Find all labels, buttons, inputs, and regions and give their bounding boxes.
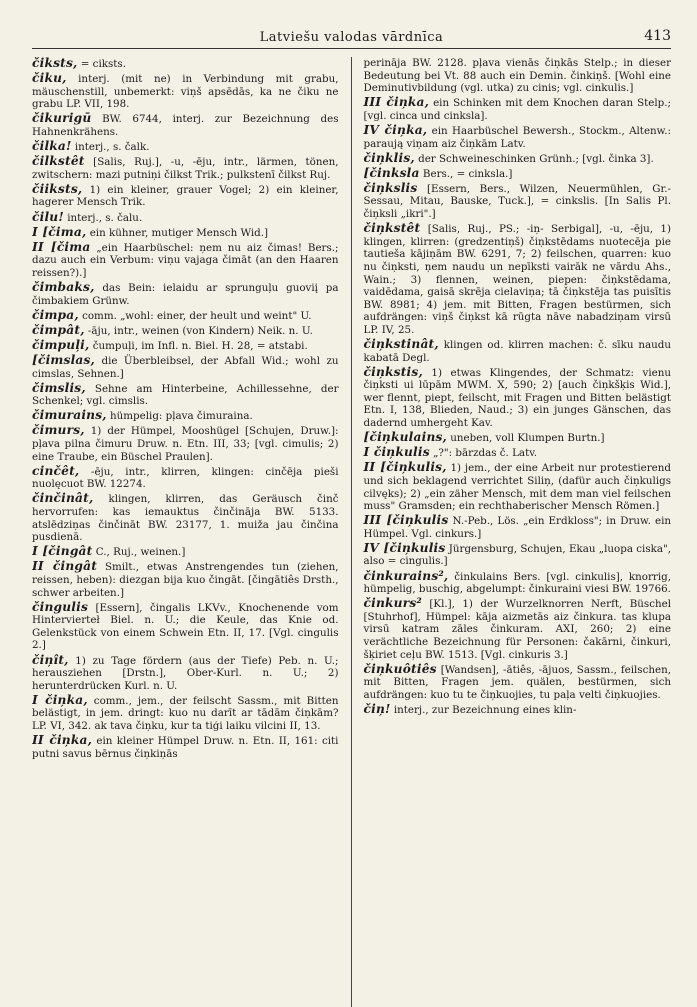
dictionary-entry	[364, 542, 672, 568]
headword: čilka!	[32, 139, 72, 154]
headword: čiksts,	[32, 57, 78, 70]
entry-definition: uneben, voll Klumpen Burtn.]	[450, 432, 605, 445]
entry-definition: [Kl.], 1) der Wurzelknorren Nerft, Büschel [Stuhrhof], Hümpel: kāja aizmetās aiz činkura. tas klupa virsū katram zāles činkuram. AXI, 260; 2) eine verächtliche Bezeichnung für Personen: čakārni, činkuri, šķiriet ceļu BW. 1513. [Vgl. cinkuris 3.]	[363, 598, 671, 661]
headword: čimurs,	[32, 423, 85, 438]
headword: [čiņkulains,	[363, 430, 448, 445]
entry-definition: 1) jem., der eine Arbeit nur protestierend und sich beklagend verrichtet Siliņ, (dafür auch čiņkuligs cilvęks); 2) „ein zäher Mensch, mit dem man viel feilschen muss" Gramsden; ein rechthaberischer Mensch Römen.]	[363, 462, 671, 513]
dictionary-entry	[32, 424, 339, 463]
dictionary-entry	[32, 112, 339, 138]
entry-definition: 1) zu Tage fördern (aus der Tiefe) Peb. n. U.; herausziehen [Drstn.], Ober-Kurl. n. U.; 2) herunterdrücken Kurl. n. U.	[32, 654, 339, 692]
headword: čiņ!	[363, 702, 391, 716]
entry-definition: interj., s. čalk.	[74, 141, 150, 154]
dictionary-entry	[32, 155, 339, 181]
headword: čiņkstinât,	[363, 336, 439, 351]
entry-definition: ein Schinken mit dem Knochen daran Stelp.; [vgl. cinca und cinksla].	[363, 97, 671, 122]
entry-definition: = ciksts.	[80, 58, 126, 70]
dictionary-entry	[364, 57, 672, 95]
dictionary-entry	[32, 226, 339, 240]
entry-definition: [Salis, Ruj.], -u, -ēju, intr., lärmen, tönen, zwitschern: mazi putniņi čilkst Trik.; pulkstenī čilkst Ruj.	[32, 156, 339, 181]
headword: čikurigū	[32, 111, 92, 126]
entry-definition: das Bein: ielaidu ar sprunguļu guoviį pa čimbakiem Grünw.	[32, 282, 339, 307]
entry-definition: [Wandsen], -ātiês, -ājuos, Sassm., feilschen, mit Bitten, Fragen jem. quälen, bestürmen, sich aufdrängen: kuo tu te čiņkuojies, tu paļa velti čiņkuojies.	[363, 663, 671, 701]
headword: I čiņka,	[32, 692, 88, 707]
headword: čiiksts,	[32, 181, 83, 196]
entry-definition: -ēju, intr., klirren, klingen: cinčēja pieši nuolęcuot BW. 12274.	[32, 465, 339, 491]
headword: čiņklis,	[363, 150, 415, 165]
headword: činčinât,	[32, 491, 94, 506]
dictionary-entry	[32, 183, 339, 209]
entry-definition: „?": bārzdas č. Latv.	[433, 447, 538, 460]
dictionary-entry	[32, 601, 339, 652]
dictionary-entry	[32, 465, 339, 491]
headword: IV [čiņkulis	[363, 540, 446, 555]
dictionary-entry	[364, 703, 672, 717]
dictionary-entry	[32, 382, 339, 408]
headword: činkurs²	[363, 596, 422, 611]
dictionary-entry	[32, 281, 339, 307]
dictionary-entry	[364, 167, 672, 181]
dictionary-entry	[364, 446, 672, 460]
entry-definition: klingen od. klirren machen: č. sīku naudu kabatā Degl.	[363, 338, 671, 364]
entry-definition: comm., jem., der feilscht Sassm., mit Bitten belästigt, in jem. dringt: kuo nu darīt ar tādām čiņkām? LP. VI, 342. ak tava čiņku, kur ta tiģi laiku vilcini II, 13.	[32, 694, 339, 732]
running-title: Latviešu valodas vārdnīca	[259, 30, 444, 45]
dictionary-entry	[364, 182, 672, 221]
headword: čiņkstis,	[363, 364, 423, 379]
dictionary-entry	[32, 560, 339, 599]
dictionary-entry	[32, 734, 339, 760]
dictionary-entry	[32, 309, 339, 323]
entry-definition: interj., zur Bezeichnung eines klin-	[393, 704, 577, 716]
headword: cinčêt,	[32, 463, 80, 478]
dictionary-entry	[32, 654, 339, 693]
dictionary-entry	[364, 152, 672, 166]
headword: I čiņkulis	[363, 445, 430, 460]
dictionary-entry	[32, 339, 339, 353]
right-column	[352, 57, 672, 1007]
dictionary-entry	[364, 461, 672, 512]
headword: čingulis	[32, 599, 89, 614]
entry-definition: 1) etwas Klingendes, der Schmatz: vienu čiņksti ui lūpām MWM. X, 590; 2) [auch čiņkšķis Wid.], wer flennt, piept, feilscht, mit Fragen und Bitten belästigt Etn. I, 138, Blieden, Naud.; 3) ein junges Gänschen, das dadernd umhergeht Kav.	[363, 366, 671, 430]
dictionary-entry	[364, 570, 672, 596]
dictionary-entry	[364, 431, 672, 445]
dictionary-entry	[364, 124, 672, 150]
headword: čiņît,	[32, 652, 69, 667]
entry-definition: der Schweineschinken Grünh.; [vgl. činka 3].	[418, 152, 654, 165]
dictionary-entry	[364, 366, 672, 430]
entry-definition: [Salis, Ruj., PS.; -iņ- Serbigal], -u, -ēju, 1) klingen, klirren: (gredzentiņš) čiņkstēdams nuotecēja pie tautieša kājiņām BW. 6291, 7; 2) feilschen, quarren: kuo nu čiņksti, ņem naudu un nepīksti vairāk ne vārdu Ahs., Wain.; 3) flennen, weinen, piepen: čiņkstēdama, vaidēdama, gaisā skrēja cielaviņa; tā čiņkstēja tas puisītis BW. 8981; 4) jem. mit Bitten, Fragen bestürmen, sich aufdrängen: viņš čiņkst kā rūgta nāve nabadziņam virsū LP. IV, 25.	[363, 223, 671, 336]
entry-definition: „ein Haarbüschel: ņem nu aiz čimas! Bers.; dazu auch ein Verbum: viņu vajaga čimāt (an den Haaren reissen?).]	[32, 241, 339, 279]
headword: III čiņka,	[363, 95, 430, 110]
headword: II čingât	[32, 559, 98, 574]
headword: II [čiņkulis,	[363, 460, 447, 475]
dictionary-entry	[32, 211, 339, 225]
headword: I [čima,	[32, 224, 87, 239]
entry-definition: interj., s. čalu.	[67, 211, 143, 224]
entry-definition: interj. (mit ne) in Verbindung mit grabu, mäuschenstill, unbemerkt: viņš apsēdās, ka ne čiku ne grabu LP. VII, 198.	[32, 73, 339, 111]
headword: čiku,	[32, 71, 67, 86]
headword: III [čiņkulis	[363, 513, 449, 528]
dictionary-entry	[32, 72, 339, 111]
headword: čiņkuôtiês	[363, 661, 437, 676]
entry-definition: Jürgensburg, Schujen, Ekau „luopa ciska", also = cingulis.]	[363, 542, 671, 568]
entry-definition: BW. 6744, interj. zur Bezeichnung des Hahnenkrähens.	[32, 113, 339, 138]
text-columns	[32, 57, 671, 1007]
dictionary-entry	[32, 324, 339, 338]
headword: čimurains,	[32, 408, 107, 423]
headword: činkurains²,	[363, 568, 449, 583]
entry-definition: ein kühner, mutiger Mensch Wid.]	[89, 226, 269, 239]
dictionary-entry	[364, 338, 672, 364]
entry-definition: [Essern, Bers., Wilzen, Neuermühlen, Gr.-Sessau, Mitau, Bauske, Tuck.], = cinkslis. [In Salis Pl. čiņksli „ikri".]	[363, 182, 671, 221]
headword: čimbaks,	[32, 280, 95, 294]
entry-definition: C., Ruj., weinen.]	[95, 546, 186, 559]
entry-definition: perināja BW. 2128. pļava vienās čiņkās Stelp.; in dieser Bedeutung bei Vt. 88 auch ein Demin. činkiņš. [Wohl eine Deminutivbildung (vgl. utka) zu cinis; vgl. cinkulis.]	[363, 57, 671, 95]
dictionary-entry	[32, 409, 339, 423]
page-number: 413	[644, 28, 671, 44]
dictionary-entry	[364, 96, 672, 122]
entry-definition: N.-Peb., Lös. „ein Erdkloss"; in Druw. ein Hümpel. Vgl. cinkurs.]	[363, 515, 671, 540]
dictionary-entry	[364, 597, 672, 661]
headword: IV čiņka,	[363, 122, 428, 137]
dictionary-entry	[32, 492, 339, 543]
headword: II čiņka,	[32, 733, 93, 748]
entry-definition: [Essern], čingalis LKVv., Knochenende vom Hintervierteł Biel. n. U.; die Keule, das Knie od. Gelenkstück von einem Schwein Etn. II, 17. [Vgl. cingulis 2.]	[32, 601, 339, 652]
headword: čimpa,	[32, 307, 79, 322]
entry-definition: Bers., = cinksla.]	[422, 167, 513, 180]
entry-definition: činkulains Bers. [vgl. cinkulis], knorrig, hümpelig, buschig, abgelumpt: činkuraini viesi BW. 19766.	[363, 570, 671, 596]
headword: čimpuļi,	[32, 337, 90, 352]
dictionary-entry	[32, 545, 339, 559]
headword: I [čingât	[32, 544, 93, 559]
dictionary-entry	[32, 354, 339, 380]
page-header	[32, 26, 671, 49]
headword: čimpât,	[32, 322, 85, 337]
headword: čiņkstêt	[363, 221, 421, 236]
entry-definition: Sehne am Hinterbeine, Achillessehne, der Schenkel; vgl. cimslis.	[32, 382, 339, 408]
entry-definition: 1) der Hümpel, Mooshügel [Schujen, Druw.]: pļava pilna čimuru Druw. n. Etn. III, 33; [vgl. cimulis; 2) eine Traube, ein Büschel Praulen].	[32, 425, 339, 463]
headword: II [čima	[32, 239, 91, 254]
dictionary-entry	[32, 57, 339, 71]
entry-definition: -āju, intr., weinen (von Kindern) Neik. n. U.	[87, 324, 313, 337]
dictionary-entry	[364, 222, 672, 336]
dictionary-entry	[364, 514, 672, 540]
entry-definition: 1) ein kleiner, grauer Vogel; 2) ein kleiner, hagerer Mensch Trik.	[32, 183, 339, 209]
entry-definition: die Überbleibsel, der Abfall Wid.; wohl zu cimslas, Sehnen.]	[32, 354, 339, 380]
dictionary-entry	[32, 241, 339, 280]
dictionary-entry	[32, 694, 339, 733]
headword: [činksla	[363, 165, 420, 180]
entry-definition: čumpuļi, im Infl. n. Biel. H. 28, = atstabi.	[92, 339, 308, 352]
entry-definition: ein kleiner Hümpel Druw. n. Etn. II, 161: citi putni savus bērnus čiņkiņās	[32, 735, 339, 760]
headword: čilkstêt	[32, 154, 85, 169]
entry-definition: klingen, klirren, das Geräusch činč hervorrufen: kas iemauktus činčināja BW. 5133. atslēdziņas činčināt BW. 23177, 1. muiža jau činčina pusdienā.	[32, 493, 339, 544]
entry-definition: Smilt., etwas Anstrengendes tun (ziehen, reissen, heben): diezgan bija kuo čingāt. [čingātiês Drsth., schwer arbeiten.]	[32, 561, 339, 599]
headword: čiņkslis	[363, 180, 418, 195]
entry-definition: comm. „wohl: einer, der heult und weint" U.	[82, 309, 312, 322]
left-column	[32, 57, 352, 1007]
entry-definition: ein Haarbüschel Bewersh., Stockm., Altenw.: paraują viņam aiz čiņkām Latv.	[363, 124, 671, 150]
entry-definition: hümpelig: pļava čimuraina.	[110, 410, 253, 423]
headword: čilu!	[32, 209, 64, 224]
dictionary-entry	[32, 140, 339, 154]
headword: [čimslas,	[32, 352, 96, 367]
headword: čimslis,	[32, 380, 86, 395]
dictionary-entry	[364, 663, 672, 702]
